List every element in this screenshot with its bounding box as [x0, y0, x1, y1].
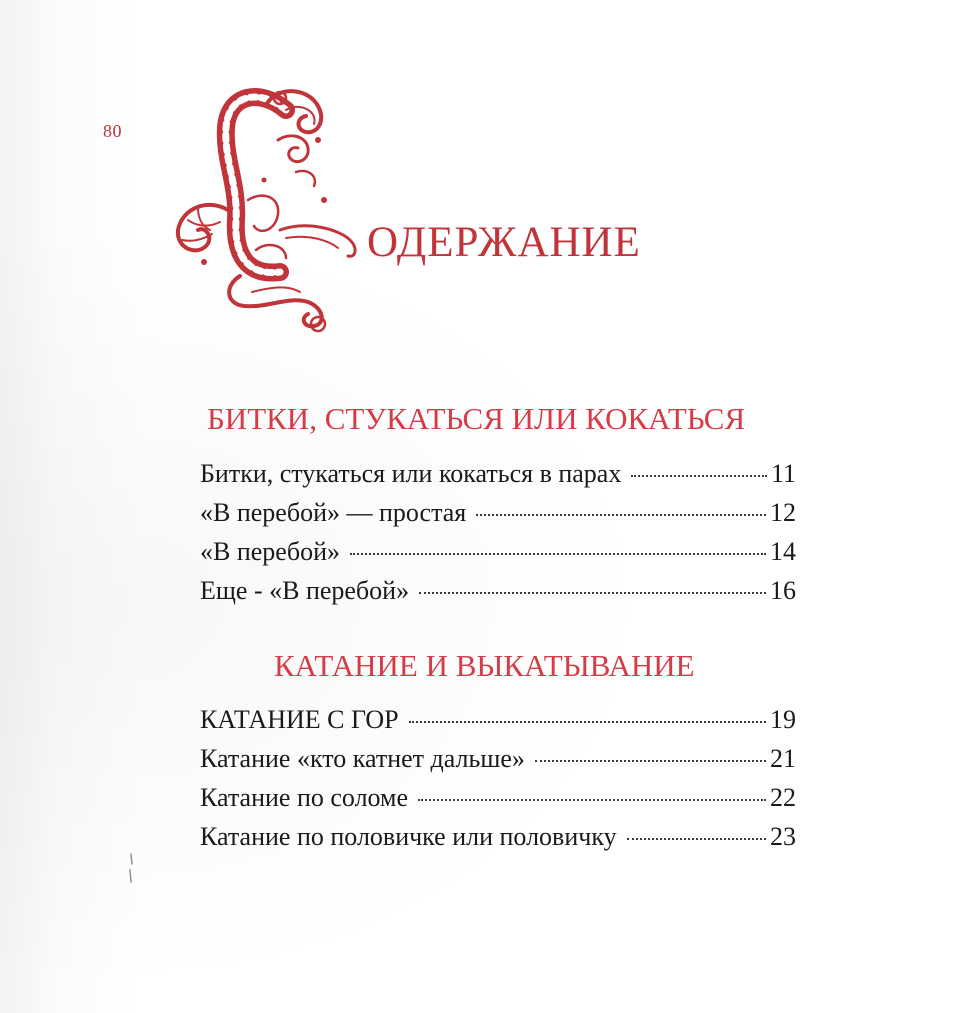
ornamental-drop-cap: [168, 80, 368, 335]
toc-entry-title: КАТАНИЕ С ГОР: [200, 705, 399, 734]
section-heading: КАТАНИЕ И ВЫКАТЫВАНИЕ: [274, 648, 695, 683]
toc-entry-title: «В перебой» — простая: [200, 498, 467, 527]
dot-leader: [419, 592, 766, 594]
toc-entry-page: 21: [770, 744, 796, 773]
toc-entry[interactable]: [200, 571, 796, 610]
contents-title-rest: ОДЕРЖАНИЕ: [367, 219, 641, 266]
dot-leader: [476, 514, 766, 516]
toc-entry[interactable]: [200, 700, 796, 739]
toc-entry-title: Битки, стукаться или кокаться в парах: [200, 459, 622, 488]
toc-entry-page: 23: [770, 822, 796, 851]
toc-list: [200, 454, 796, 610]
toc-entry-page: 19: [770, 705, 796, 734]
toc-entry-page: 16: [770, 576, 796, 605]
toc-entry[interactable]: [200, 532, 796, 571]
toc-list: [200, 700, 796, 856]
toc-entry-page: 22: [770, 783, 796, 812]
toc-entry-page: 12: [770, 498, 796, 527]
toc-entry[interactable]: [200, 493, 796, 532]
dot-leader: [350, 553, 766, 555]
dot-leader: [627, 838, 766, 840]
toc-entry-title: «В перебой»: [200, 537, 340, 566]
contents-title: [367, 220, 641, 266]
toc-entry-page: 11: [770, 459, 796, 488]
toc-entry[interactable]: [200, 739, 796, 778]
toc-entry-page: 14: [770, 537, 796, 566]
toc-entry-title: Катание по соломе: [200, 783, 409, 812]
section-heading: БИТКИ, СТУКАТЬСЯ ИЛИ КОКАТЬСЯ: [207, 401, 746, 436]
pencil-mark: [128, 852, 134, 886]
dot-leader: [631, 475, 767, 477]
toc-entry-title: Катание «кто катнет дальше»: [200, 744, 525, 773]
dot-leader: [535, 760, 766, 762]
toc-entry[interactable]: [200, 778, 796, 817]
dot-leader: [409, 721, 766, 723]
toc-entry-title: Катание по половичке или половичку: [200, 822, 617, 851]
page-number: 80: [103, 121, 122, 141]
toc-entry[interactable]: [200, 454, 796, 493]
toc-entry-title: Еще - «В перебой»: [200, 576, 410, 605]
toc-entry[interactable]: [200, 817, 796, 856]
dot-leader: [418, 799, 766, 801]
